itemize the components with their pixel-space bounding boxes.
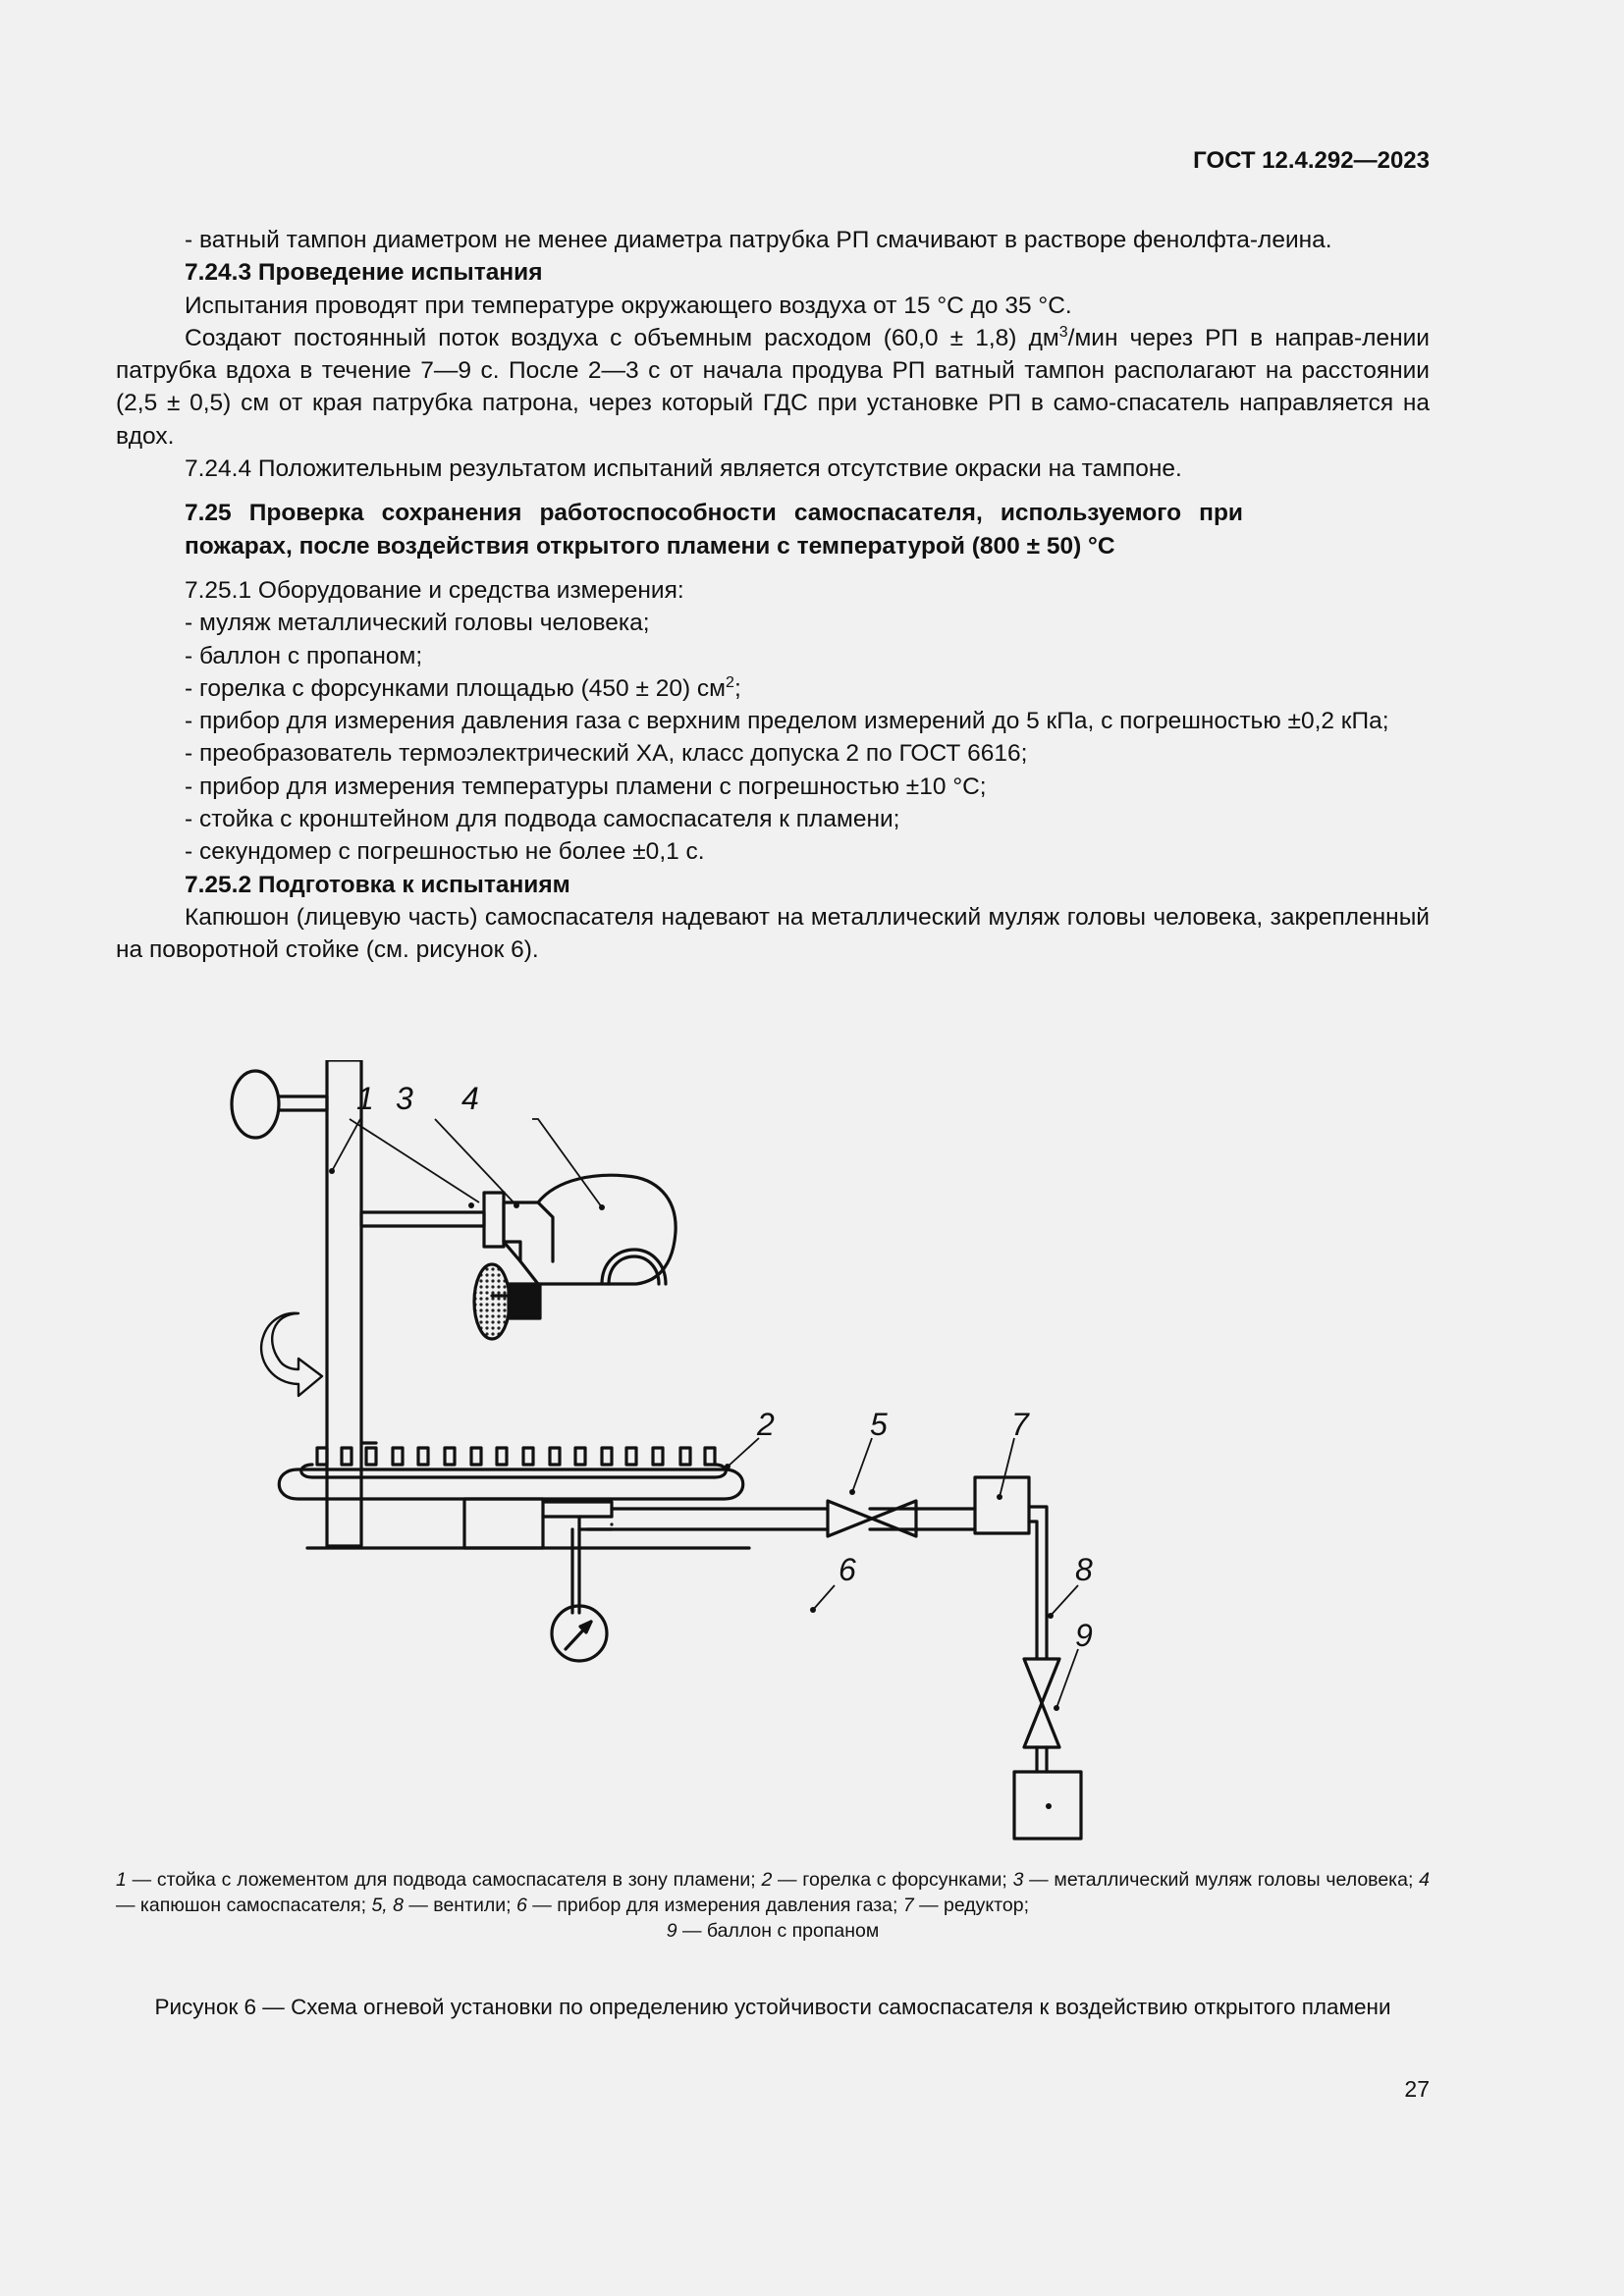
legend-text: — прибор для измерения давления газа;	[526, 1895, 903, 1916]
airflow-text-b: /мин через РП в направ-лении патрубка вдоха в течение 7—9 с. После 2—3 с от начала продува РП ватный тампон располагают на расстоянии (2,5 ± 0,5) см от края патрубка патрона, через который ГДС при установке РП в само-спасатель направляется на вдох.	[116, 324, 1430, 450]
legend-text: — горелка с форсунками;	[772, 1869, 1013, 1891]
body-text	[116, 224, 1430, 967]
list-item	[116, 672, 1430, 705]
list-item: - прибор для измерения давления газа с верхним пределом измерений до 5 кПа, с погрешностью ±0,2 кПа;	[185, 708, 1389, 735]
legend-num: 7	[902, 1895, 914, 1916]
airflow-text-a: Создают постоянный поток воздуха с объемным расходом (60,0 ± 1,8) дм	[185, 324, 1059, 351]
legend-last-line	[116, 1918, 1430, 1944]
reference-points	[329, 1168, 1059, 1809]
paragraph-airflow	[116, 322, 1430, 453]
figure-6-diagram	[214, 1060, 1392, 1875]
figure-legend	[116, 1867, 1430, 1944]
list-item: - прибор для измерения температуры пламени с погрешностью ±10 °С;	[185, 773, 987, 800]
gas-line	[543, 1502, 975, 1613]
legend-num: 2	[761, 1869, 773, 1891]
label-3: 3	[396, 1081, 413, 1116]
legend-num: 1	[116, 1869, 127, 1891]
section-7-25-heading: 7.25 Проверка сохранения работоспособности самоспасателя, используемого при пожарах, после воздействия открытого пламени с температурой (800 ± 50) °С	[185, 500, 1243, 560]
section-7-24-3-heading: 7.24.3 Проведение испытания	[185, 259, 543, 287]
airflow-superscript: 3	[1058, 323, 1068, 341]
burner-with-nozzles	[279, 1448, 743, 1548]
paragraph-temperature: Испытания проводят при температуре окружающего воздуха от 15 °С до 35 °С.	[185, 292, 1072, 319]
list-item: - муляж металлический головы человека;	[185, 610, 650, 637]
list-item: - секундомер с погрешностью не более ±0,1 с.	[185, 838, 705, 866]
leader-lines	[275, 1060, 1078, 1708]
paragraph-7-24-4: 7.24.4 Положительным результатом испытаний является отсутствие окраски на тампоне.	[185, 455, 1182, 483]
legend-num: 5, 8	[371, 1895, 404, 1916]
label-8: 8	[1075, 1552, 1093, 1587]
label-6: 6	[839, 1552, 856, 1587]
legend-num: 6	[516, 1895, 527, 1916]
list-item: - преобразователь термоэлектрический ХА, класс допуска 2 по ГОСТ 6616;	[185, 740, 1028, 768]
paragraph-7-25-1: 7.25.1 Оборудование и средства измерения:	[185, 576, 684, 604]
legend-text: — капюшон самоспасателя;	[116, 1895, 372, 1916]
legend-num: 4	[1419, 1869, 1430, 1891]
label-9: 9	[1075, 1618, 1093, 1653]
burner-superscript: 2	[726, 673, 734, 691]
burner-text-a: - горелка с форсунками площадью (450 ± 20) см	[185, 674, 727, 702]
paragraph-hood: Капюшон (лицевую часть) самоспасателя надевают на металлический муляж головы человека, закрепленный на поворотной стойке (см. рисунок 6).	[116, 903, 1430, 964]
page-number: 27	[1404, 2076, 1430, 2102]
list-item: - стойка с кронштейном для подвода самоспасателя к пламени;	[185, 806, 900, 833]
legend-text: — стойка с ложементом для подвода самоспасателя в зону пламени;	[126, 1869, 762, 1891]
paragraph-tampon: - ватный тампон диаметром не менее диаметра патрубка РП смачивают в растворе фенолфта-леина.	[185, 227, 1332, 253]
valve-8	[1024, 1659, 1059, 1747]
rotation-arrow-icon	[261, 1313, 322, 1396]
label-4: 4	[461, 1081, 479, 1116]
label-7: 7	[1011, 1407, 1029, 1442]
legend-text: — баллон с пропаном	[677, 1920, 880, 1942]
legend-text: — редуктор;	[913, 1895, 1029, 1916]
list-item: - баллон с пропаном;	[185, 642, 423, 669]
label-2: 2	[757, 1407, 775, 1442]
standard-header: ГОСТ 12.4.292—2023	[1193, 147, 1430, 174]
label-5: 5	[870, 1407, 888, 1442]
label-1: 1	[356, 1081, 374, 1116]
figure-caption: Рисунок 6 — Схема огневой установки по определению устойчивости самоспасателя к воздействию открытого пламени	[154, 1995, 1391, 2019]
legend-num: 3	[1012, 1869, 1024, 1891]
burner-text-b: ;	[733, 674, 741, 702]
legend-num: 9	[666, 1920, 677, 1942]
legend-text: — металлический муляж головы человека;	[1023, 1869, 1420, 1891]
section-7-25-2-heading: 7.25.2 Подготовка к испытаниям	[185, 871, 570, 898]
legend-text: — вентили;	[403, 1895, 516, 1916]
